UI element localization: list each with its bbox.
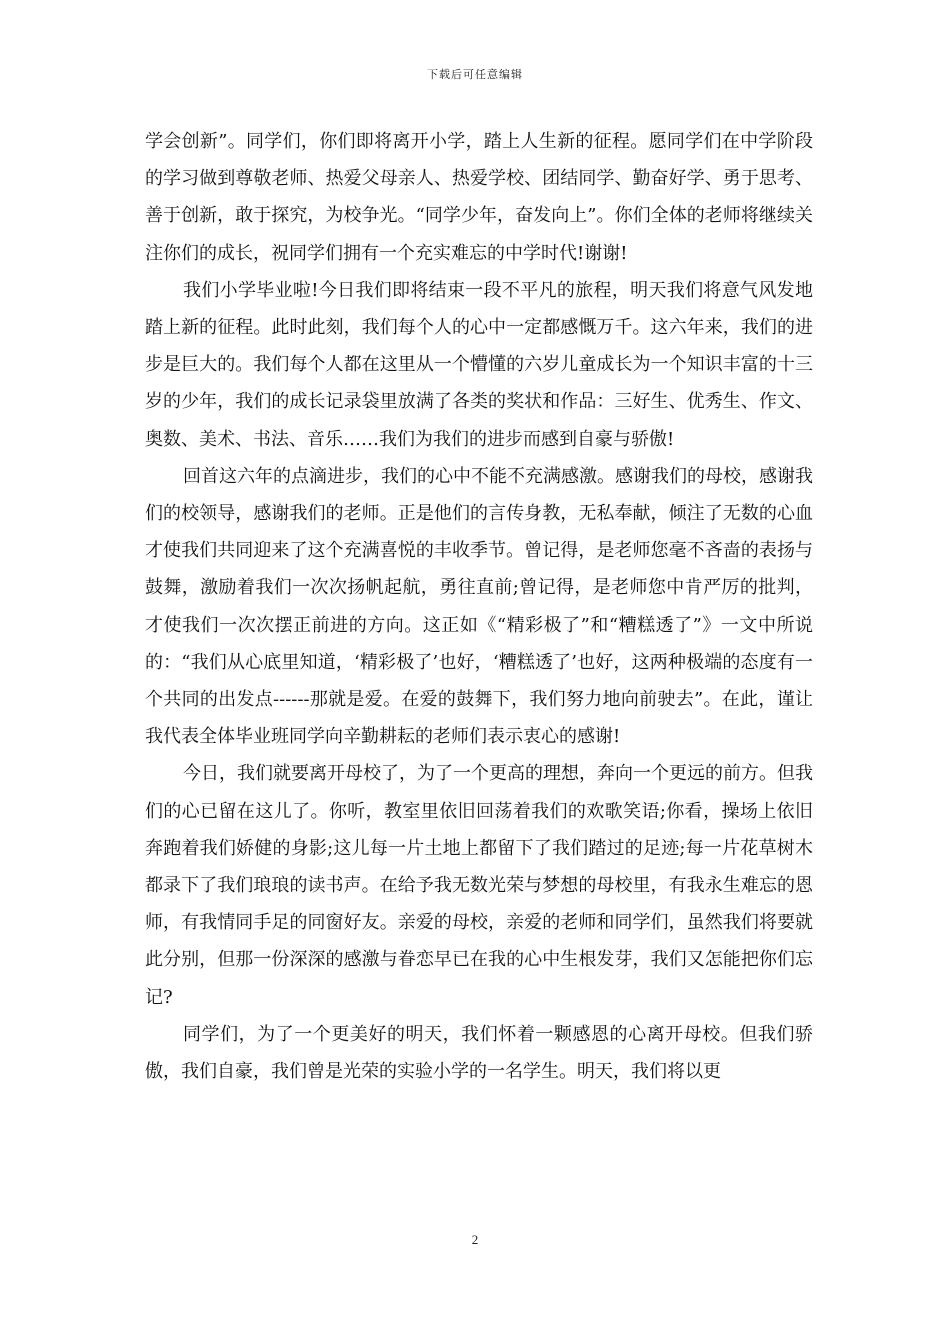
paragraph: 我们小学毕业啦!今日我们即将结束一段不平凡的旅程，明天我们将意气风发地踏上新的征程。此时此刻，我们每个人的心中一定都感慨万千。这六年来，我们的进步是巨大的。我们每个人都在这里从一个懵懂的六岁儿童成长为一个知识丰富的十三岁的少年，我们的成长记录袋里放满了各类的奖状和作品：三好生、优秀生、作文、奥数、美术、书法、音乐……我们为我们的进步而感到自豪与骄傲! <box>145 279 813 450</box>
document-body <box>145 123 813 1090</box>
paragraph: 同学们，为了一个更美好的明天，我们怀着一颗感恩的心离开母校。但我们骄傲，我们自豪，我们曾是光荣的实验小学的一名学生。明天，我们将以更 <box>145 1023 813 1083</box>
paragraph-continued: 学会创新”。同学们，你们即将离开小学，踏上人生新的征程。愿同学们在中学阶段的学习做到尊敬老师、热爱父母亲人、热爱学校、团结同学、勤奋好学、勇于思考、善于创新，敢于探究，为校争光。“同学少年，奋发向上”。你们全体的老师将继续关注你们的成长，祝同学们拥有一个充实难忘的中学时代!谢谢! <box>145 131 813 264</box>
paragraph: 今日，我们就要离开母校了，为了一个更高的理想，奔向一个更远的前方。但我们的心已留在这儿了。你听，教室里依旧回荡着我们的欢歌笑语;你看，操场上依旧奔跑着我们娇健的身影;这儿每一片土地上都留下了我们踏过的足迹;每一片花草树木都录下了我们琅琅的读书声。在给予我无数光荣与梦想的母校里，有我永生难忘的恩师，有我情同手足的同窗好友。亲爱的母校，亲爱的老师和同学们，虽然我们将要就此分别，但那一份深深的感激与眷恋早已在我的心中生根发芽，我们又怎能把你们忘记? <box>145 763 813 1008</box>
page-number: 2 <box>471 1232 479 1247</box>
page-header: 下载后可任意编辑 <box>427 68 523 81</box>
paragraph: 回首这六年的点滴进步，我们的心中不能不充满感激。感谢我们的母校，感谢我们的校领导，感谢我们的老师。正是他们的言传身教，无私奉献，倾注了无数的心血才使我们共同迎来了这个充满喜悦的丰收季节。曾记得，是老师您毫不吝啬的表扬与鼓舞，激励着我们一次次扬帆起航，勇往直前;曾记得，是老师您中肯严厉的批判，才使我们一次次摆正前进的方向。这正如《“精彩极了”和“糟糕透了”》一文中所说的：“我们从心底里知道，‘精彩极了’也好，‘糟糕透了’也好，这两种极端的态度有一个共同的出发点------那就是爱。在爱的鼓舞下，我们努力地向前驶去”。在此，谨让我代表全体毕业班同学向辛勤耕耘的老师们表示衷心的感谢! <box>145 465 813 748</box>
